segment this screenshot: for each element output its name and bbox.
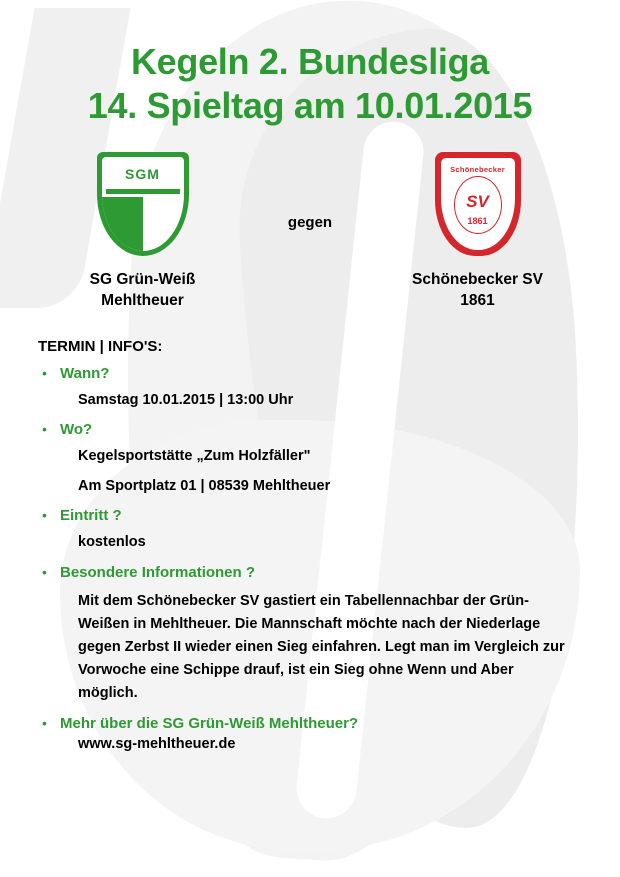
away-crest-icon bbox=[435, 152, 521, 256]
info-item bbox=[38, 715, 590, 752]
match-header bbox=[0, 152, 620, 312]
away-crest-arc-text: Schönebecker bbox=[450, 164, 505, 174]
away-team-name-line-1: Schönebecker SV bbox=[412, 270, 543, 288]
home-team-block bbox=[35, 152, 250, 312]
page-title bbox=[0, 0, 620, 128]
info-question: Wann? bbox=[60, 364, 110, 382]
info-item bbox=[38, 507, 590, 553]
versus-block bbox=[250, 152, 370, 231]
home-crest-initials: SGM bbox=[125, 165, 160, 182]
away-team-name bbox=[370, 270, 585, 312]
home-team-name-line-1: SG Grün-Weiß bbox=[89, 270, 196, 288]
away-team-block bbox=[370, 152, 585, 312]
bullet-icon: • bbox=[42, 563, 47, 580]
title-line-1: Kegeln 2. Bundesliga bbox=[130, 41, 490, 82]
info-question: Wo? bbox=[60, 421, 93, 439]
title-line-2: 14. Spieltag am 10.01.2015 bbox=[87, 84, 533, 126]
away-team-name-line-2: 1861 bbox=[460, 291, 495, 309]
info-section bbox=[0, 338, 620, 753]
info-item bbox=[38, 564, 590, 706]
away-crest-initials: SV bbox=[466, 191, 489, 211]
info-question: Eintritt ? bbox=[60, 507, 122, 525]
info-answer: kostenlos bbox=[78, 534, 146, 551]
info-answer: Kegelsportstätte „Zum Holzfäller" bbox=[78, 448, 311, 465]
away-crest-year: 1861 bbox=[467, 215, 488, 226]
info-question: Besondere Informationen ? bbox=[60, 563, 256, 581]
info-question: Mehr über die SG Grün-Weiß Mehltheuer? bbox=[60, 715, 359, 733]
bullet-icon: • bbox=[42, 507, 47, 524]
bullet-icon: • bbox=[42, 364, 47, 381]
versus-label: gegen bbox=[287, 213, 333, 231]
home-team-name bbox=[35, 270, 250, 312]
info-item bbox=[38, 421, 590, 497]
info-answer: Samstag 10.01.2015 | 13:00 Uhr bbox=[78, 391, 294, 408]
bullet-icon: • bbox=[42, 715, 47, 732]
info-answer-paragraph: Mit dem Schönebecker SV gastiert ein Tabellennachbar der Grün-Weißen in Mehltheuer. Die Mannschaft möchte nach der Niederlage gegen Zerbst II wieder einen Sieg einfahren. Legt man im Vergleich zur Vorwoche eine Schippe drauf, ist ein Sieg ohne Wenn und Aber möglich. bbox=[78, 592, 565, 702]
bullet-icon: • bbox=[42, 421, 47, 438]
home-team-name-line-2: Mehltheuer bbox=[101, 291, 184, 309]
home-crest-icon bbox=[97, 152, 189, 256]
info-heading: TERMIN | INFO'S: bbox=[38, 337, 163, 355]
website-link[interactable]: www.sg-mehltheuer.de bbox=[78, 736, 236, 753]
info-item bbox=[38, 365, 590, 411]
info-answer: Am Sportplatz 01 | 08539 Mehltheuer bbox=[78, 477, 331, 494]
